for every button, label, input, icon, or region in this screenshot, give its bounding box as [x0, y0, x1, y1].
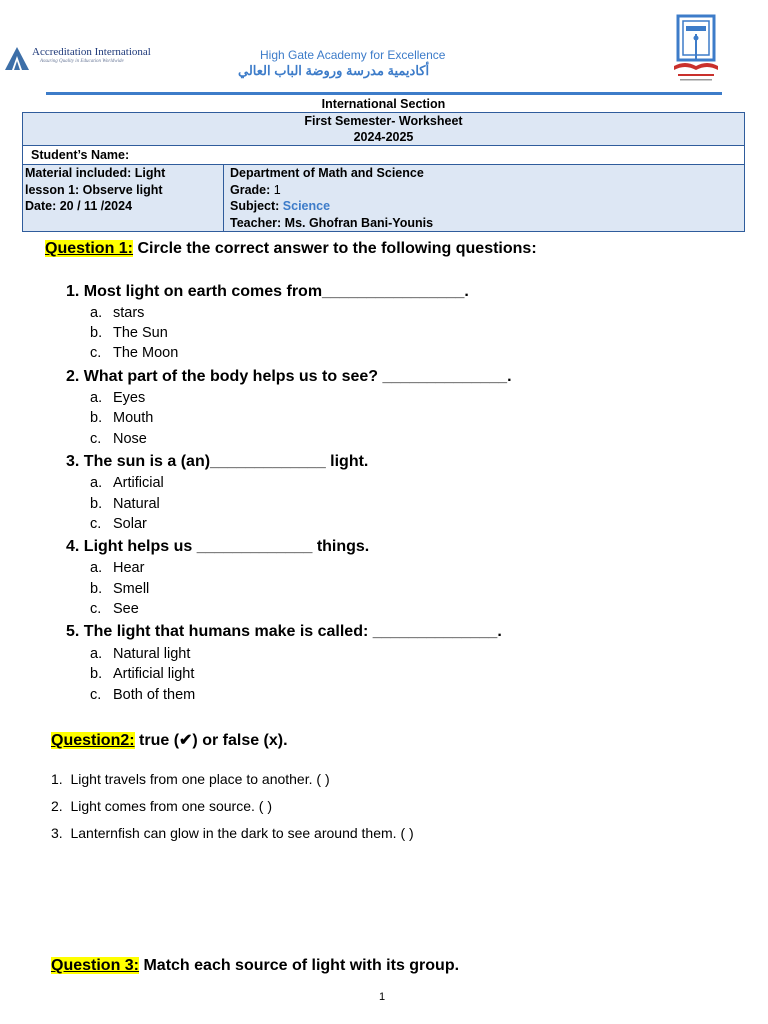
answer-option[interactable] [90, 581, 149, 597]
option-letter: a. [90, 475, 103, 491]
lesson-text: lesson 1: Observe light [25, 182, 163, 197]
mcq-item [66, 538, 369, 556]
answer-option[interactable] [90, 560, 144, 576]
subject-label: Subject: [230, 199, 280, 213]
option-letter: b. [90, 325, 103, 341]
question-1-instruction: Circle the correct answer to the following questions: [137, 240, 537, 257]
student-name-field[interactable] [23, 146, 745, 165]
school-name-arabic: أكاديمية مدرسة وروضة الباب العالي [238, 63, 430, 78]
accreditation-name: Accreditation International [32, 46, 151, 58]
answer-option[interactable] [90, 305, 144, 321]
grade-value: 1 [273, 182, 281, 197]
school-name-english: High Gate Academy for Excellence [260, 48, 446, 62]
option-text: Smell [113, 581, 150, 597]
answer-option[interactable] [90, 516, 147, 532]
option-letter: b. [90, 496, 103, 512]
student-name-label: Student’s Name: [31, 148, 130, 162]
info-table [22, 112, 745, 232]
class-details [224, 165, 745, 232]
material-text: Material included: Light [25, 166, 166, 180]
option-text: Both of them [113, 687, 196, 703]
answer-option[interactable] [90, 410, 153, 426]
mcq-number: 5. [66, 623, 80, 640]
question-2-instruction: true (✔) or false (x). [139, 732, 288, 749]
tf-text: Light comes from one source. ( ) [70, 798, 272, 814]
mcq-item [66, 368, 512, 386]
question-2-heading [51, 730, 288, 750]
option-letter: c. [90, 431, 102, 447]
subject-line [230, 198, 742, 215]
option-letter: c. [90, 601, 102, 617]
grade-label: Grade: [230, 182, 271, 197]
page-number: 1 [379, 991, 386, 1003]
mcq-text: The light that humans make is called: ______________. [83, 623, 502, 640]
subject-value: Science [282, 199, 331, 213]
question-3-label: Question 3: [51, 957, 140, 974]
option-letter: c. [90, 687, 102, 703]
accreditation-tagline: Assuring Quality in Education Worldwide [40, 59, 124, 64]
year-text: 2024-2025 [353, 130, 414, 144]
mcq-item [66, 283, 469, 301]
answer-option[interactable] [90, 646, 190, 662]
question-3-heading [51, 957, 459, 975]
accreditation-emblem-icon [4, 44, 34, 72]
option-text: Artificial light [113, 666, 195, 682]
worksheet-info [22, 96, 745, 232]
tf-number: 2. [51, 798, 63, 814]
mcq-text: Most light on earth comes from________________. [83, 283, 469, 300]
semester-row [23, 113, 745, 146]
school-crest-icon [668, 14, 724, 84]
answer-option[interactable] [90, 325, 168, 341]
mcq-item [66, 453, 368, 471]
answer-option[interactable] [90, 475, 164, 491]
option-text: stars [113, 305, 145, 321]
mcq-text: The sun is a (an)_____________ light. [83, 453, 369, 470]
details-row [23, 165, 745, 232]
tf-text: Light travels from one place to another. ( ) [70, 771, 330, 787]
option-text: Mouth [113, 410, 154, 426]
mcq-item [66, 623, 502, 641]
true-false-item[interactable] [51, 825, 414, 841]
true-false-item[interactable] [51, 771, 330, 787]
semester-text: First Semester- Worksheet [304, 114, 463, 128]
section-title: International Section [321, 97, 446, 111]
tf-number: 1. [51, 771, 63, 787]
option-text: Natural light [113, 646, 191, 662]
answer-option[interactable] [90, 687, 195, 703]
option-text: Solar [113, 516, 147, 532]
option-text: Hear [113, 560, 145, 576]
teacher-text: Teacher: Ms. Ghofran Bani-Younis [230, 215, 434, 230]
mcq-text: What part of the body helps us to see? ______________. [83, 368, 512, 385]
option-letter: c. [90, 516, 102, 532]
option-letter: b. [90, 581, 103, 597]
option-letter: a. [90, 305, 103, 321]
student-name-row [23, 146, 745, 165]
grade-line [230, 182, 742, 199]
answer-option[interactable] [90, 390, 145, 406]
option-letter: b. [90, 410, 103, 426]
option-letter: a. [90, 560, 103, 576]
tf-number: 3. [51, 825, 63, 841]
mcq-number: 1. [66, 283, 80, 300]
answer-option[interactable] [90, 666, 194, 682]
page-header [0, 0, 768, 100]
option-letter: a. [90, 646, 103, 662]
answer-option[interactable] [90, 496, 160, 512]
option-text: The Sun [113, 325, 168, 341]
answer-option[interactable] [90, 431, 147, 447]
option-text: The Moon [113, 345, 179, 361]
option-letter: c. [90, 345, 102, 361]
accreditation-logo [4, 44, 154, 72]
option-letter: a. [90, 390, 103, 406]
mcq-text: Light helps us _____________ things. [83, 538, 370, 555]
answer-option[interactable] [90, 601, 139, 617]
option-text: Artificial [113, 475, 164, 491]
option-text: Eyes [113, 390, 146, 406]
date-text: Date: 20 / 11 /2024 [25, 199, 133, 213]
question-2-label: Question2: [51, 732, 135, 749]
lesson-details [23, 165, 224, 232]
option-text: Natural [113, 496, 160, 512]
question-3-instruction: Match each source of light with its group. [143, 957, 460, 974]
mcq-number: 3. [66, 453, 80, 470]
semester-cell [23, 113, 745, 146]
option-text: See [113, 601, 139, 617]
option-letter: b. [90, 666, 103, 682]
answer-option[interactable] [90, 345, 178, 361]
mcq-number: 2. [66, 368, 80, 385]
true-false-item[interactable] [51, 798, 272, 814]
question-1-heading [45, 240, 537, 258]
mcq-number: 4. [66, 538, 80, 555]
option-text: Nose [113, 431, 147, 447]
header-divider [46, 92, 722, 95]
question-1-label: Question 1: [45, 240, 134, 257]
department-text: Department of Math and Science [230, 166, 424, 180]
tf-text: Lanternfish can glow in the dark to see around them. ( ) [70, 825, 414, 841]
